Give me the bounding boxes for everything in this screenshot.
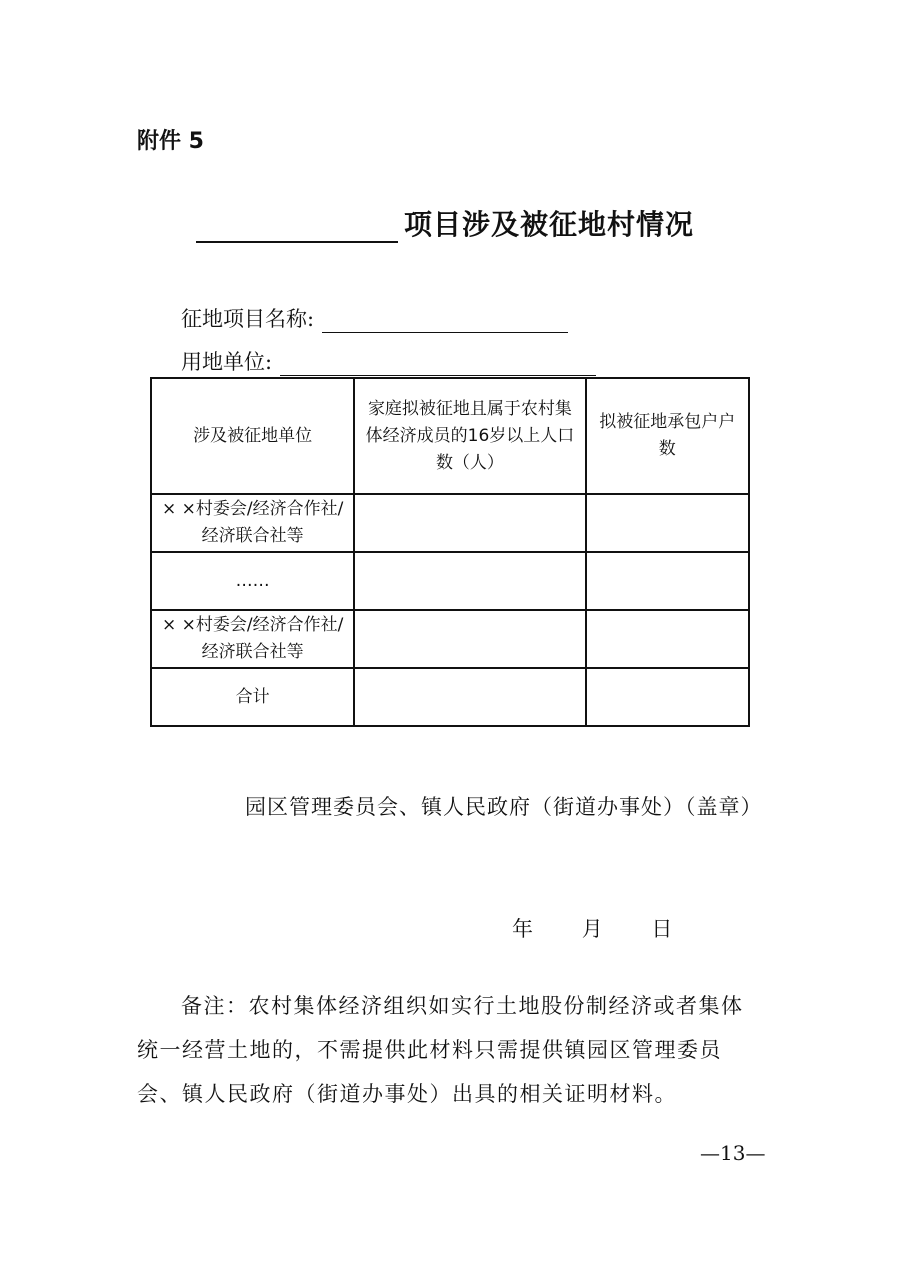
land-user-blank	[280, 351, 596, 376]
document-title: 项目涉及被征地村情况	[404, 208, 695, 241]
table-row	[151, 552, 749, 610]
row-population-cell	[354, 610, 585, 668]
date-year: 年	[512, 917, 533, 941]
project-name-label: 征地项目名称:	[181, 307, 315, 331]
project-name-blank	[322, 308, 568, 333]
row-unit-cell: ……	[151, 552, 354, 610]
village-table	[150, 377, 750, 727]
row-population-cell	[354, 494, 585, 552]
table-total-row	[151, 668, 749, 726]
date-line	[512, 913, 672, 943]
row-unit-cell: × ×村委会/经济合作社/经济联合社等	[151, 494, 354, 552]
date-day: 日	[651, 917, 673, 941]
header-households: 拟被征地承包户户数	[586, 378, 749, 494]
project-name-field	[181, 303, 568, 333]
header-population: 家庭拟被征地且属于农村集体经济成员的16岁以上人口数（人）	[354, 378, 585, 494]
table-row	[151, 494, 749, 552]
land-user-label: 用地单位:	[181, 350, 273, 374]
row-households-cell	[586, 610, 749, 668]
total-population-cell	[354, 668, 585, 726]
land-user-field	[181, 346, 596, 376]
total-label-cell: 合计	[151, 668, 354, 726]
title-project-blank	[196, 207, 398, 243]
row-unit-cell: × ×村委会/经济合作社/经济联合社等	[151, 610, 354, 668]
row-population-cell	[354, 552, 585, 610]
attachment-label: 附件 5	[137, 129, 204, 154]
page-number: —13—	[700, 1141, 766, 1165]
header-unit: 涉及被征地单位	[151, 378, 354, 494]
remark-note: 备注：农村集体经济组织如实行土地股份制经济或者集体统一经营土地的，不需提供此材料只需提供镇园区管理委员会、镇人民政府（街道办事处）出具的相关证明材料。	[137, 994, 744, 1106]
total-households-cell	[586, 668, 749, 726]
table-row	[151, 610, 749, 668]
title-row	[196, 203, 694, 243]
row-households-cell	[586, 494, 749, 552]
table-header-row	[151, 378, 749, 494]
row-households-cell	[586, 552, 749, 610]
date-month: 月	[581, 917, 603, 941]
seal-statement: 园区管理委员会、镇人民政府（街道办事处）（盖章）	[245, 795, 763, 819]
